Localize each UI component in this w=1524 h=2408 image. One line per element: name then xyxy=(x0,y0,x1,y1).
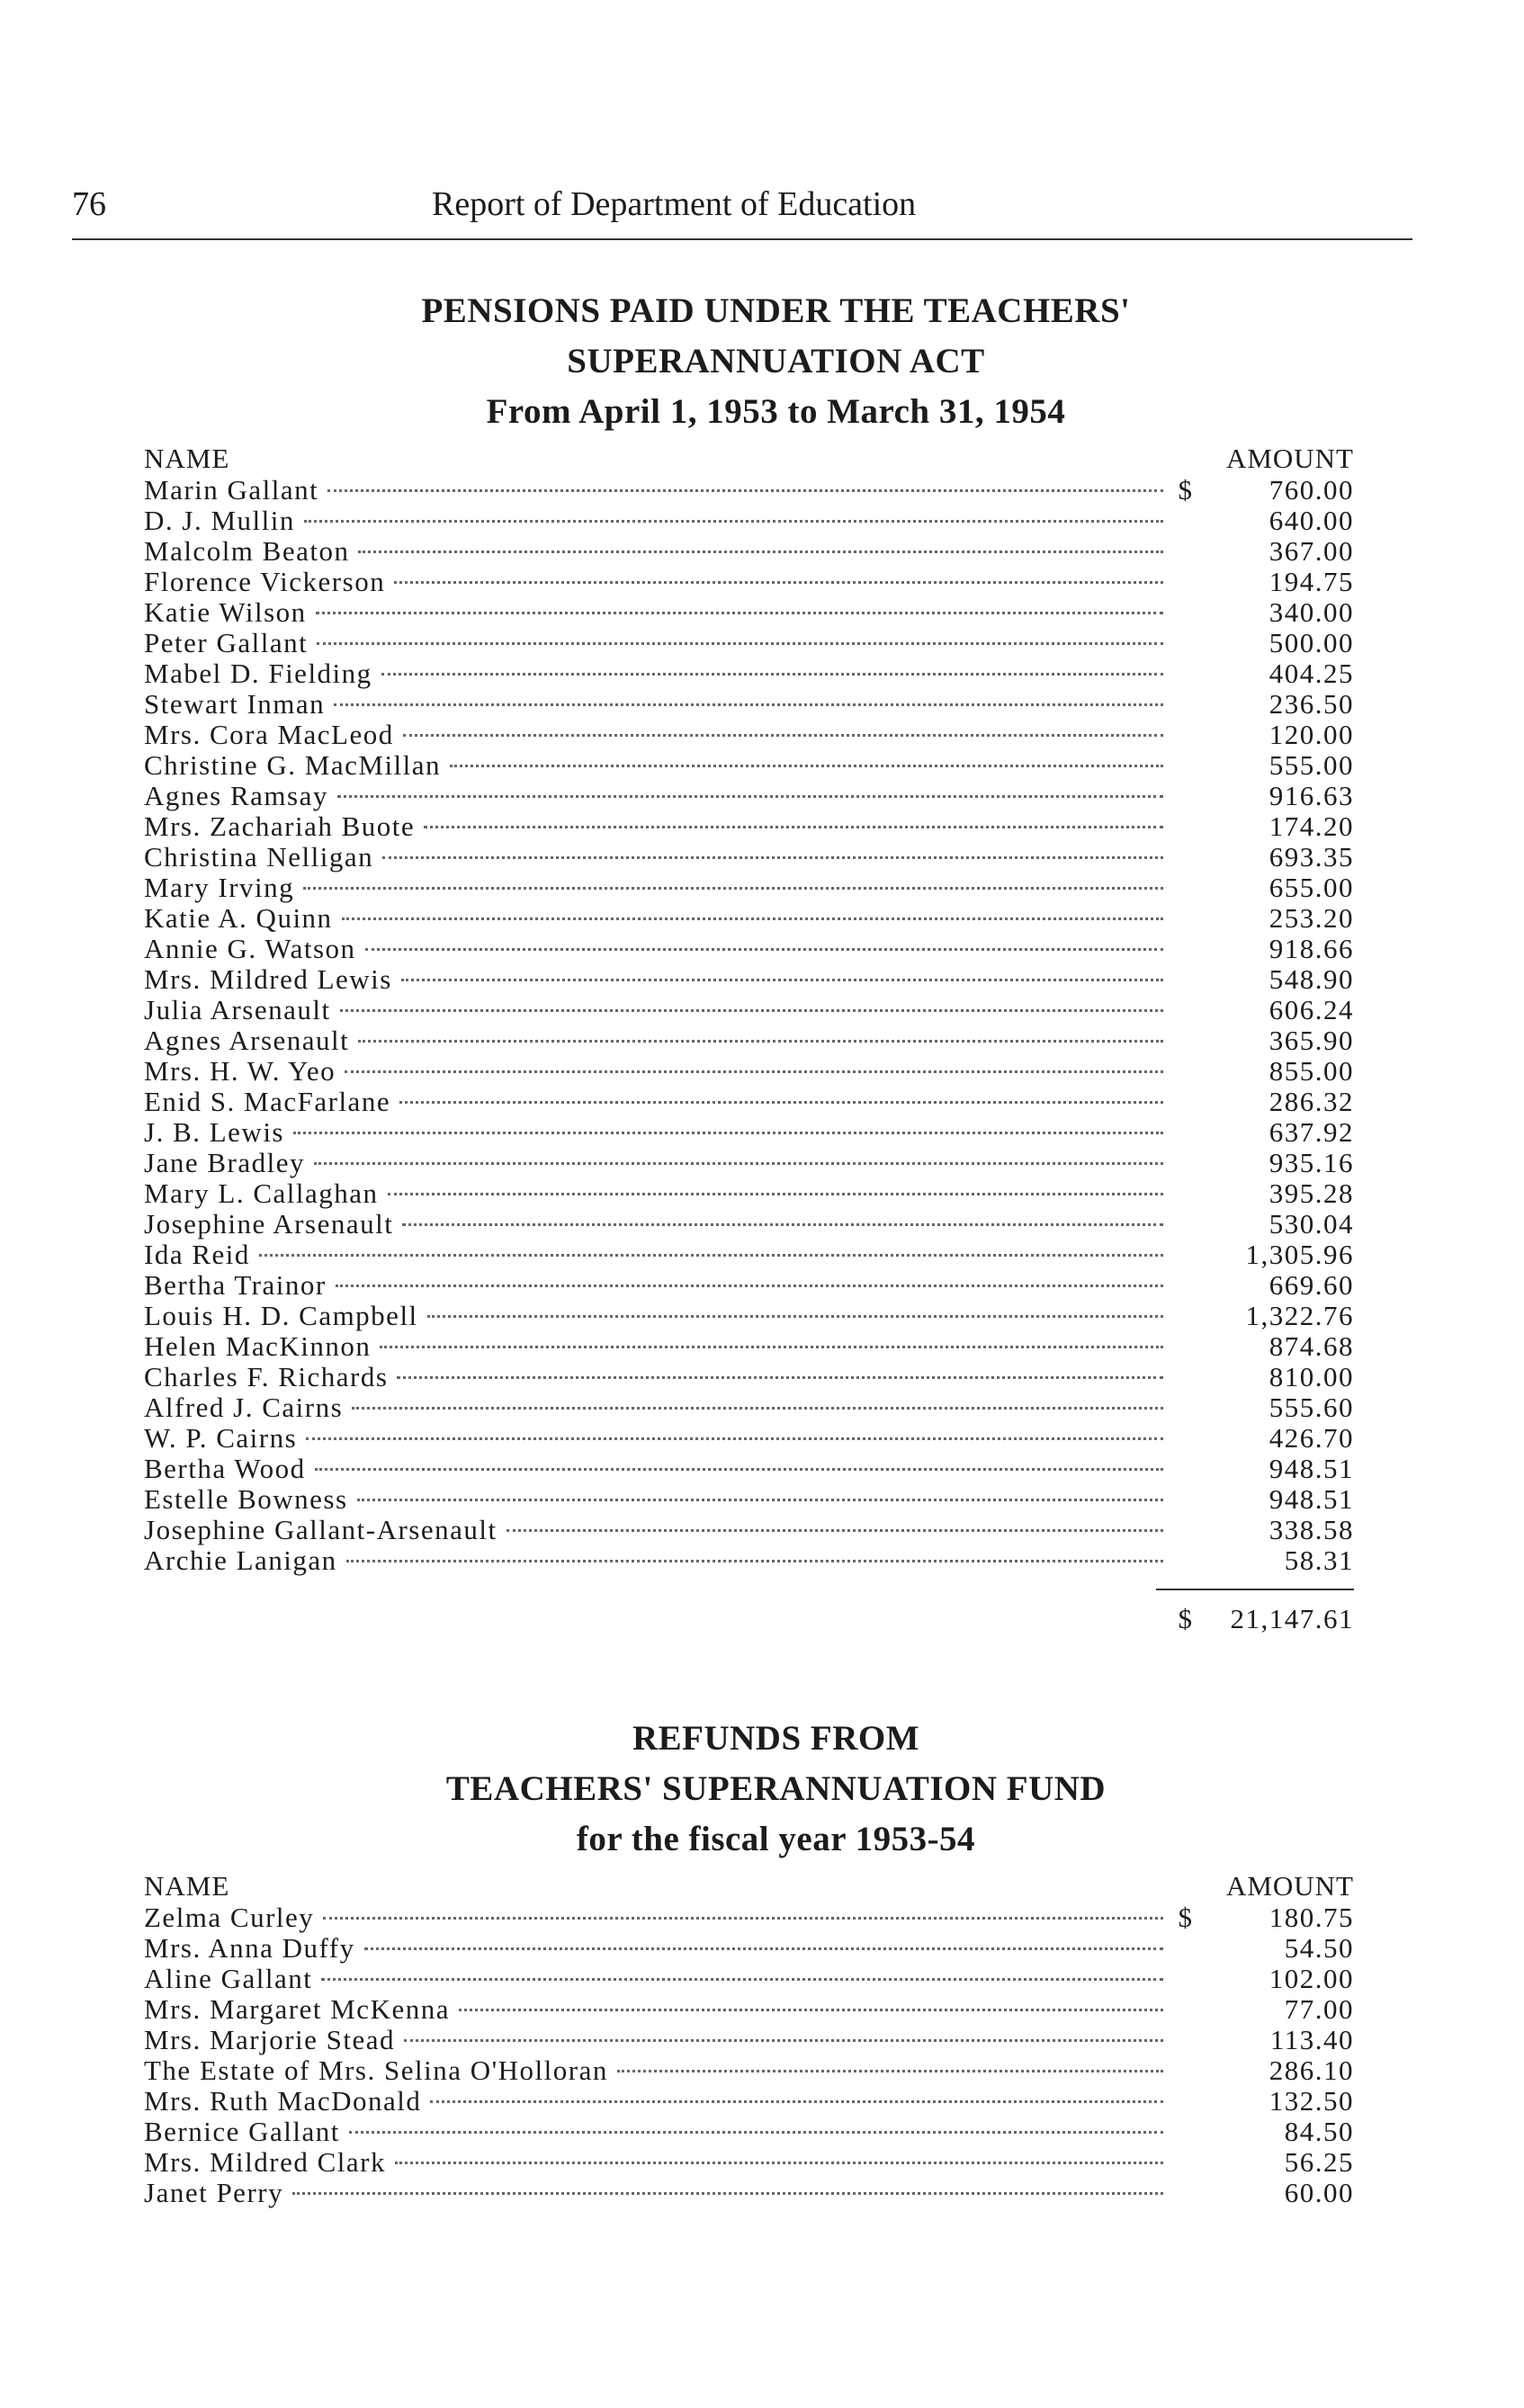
dot-leader xyxy=(382,856,1163,859)
row-amount: 286.32 xyxy=(1269,1086,1354,1117)
row-amount: 693.35 xyxy=(1269,841,1354,873)
row-name: Helen MacKinnon xyxy=(144,1330,372,1362)
dot-leader xyxy=(427,1315,1163,1318)
dot-leader xyxy=(259,1254,1163,1257)
table-row xyxy=(144,1484,1354,1515)
dot-leader xyxy=(303,887,1163,890)
table-row xyxy=(144,934,1354,964)
row-amount: 77.00 xyxy=(1284,1993,1354,2025)
row-amount: 640.00 xyxy=(1269,505,1354,536)
dot-leader xyxy=(321,1978,1163,1981)
table-row xyxy=(144,2178,1354,2208)
table-row xyxy=(144,567,1354,597)
row-name: Zelma Curley xyxy=(144,1902,315,1933)
row-currency: $ xyxy=(1178,474,1194,506)
dot-leader xyxy=(316,612,1163,614)
row-name: Aline Gallant xyxy=(144,1963,313,1994)
table-row xyxy=(144,1270,1354,1301)
row-amount: 58.31 xyxy=(1284,1544,1354,1576)
row-amount: 132.50 xyxy=(1269,2085,1354,2117)
total-rule xyxy=(1156,1589,1354,1590)
table-row xyxy=(144,1240,1354,1270)
pensions-title-line2: SUPERANNUATION ACT xyxy=(567,342,985,380)
row-name: Marin Gallant xyxy=(144,474,319,506)
row-name: The Estate of Mrs. Selina O'Holloran xyxy=(144,2054,608,2086)
table-row xyxy=(144,1545,1354,1576)
table-row xyxy=(144,1087,1354,1117)
table-row xyxy=(144,475,1354,506)
row-amount: 948.51 xyxy=(1269,1483,1354,1515)
dot-leader xyxy=(450,765,1163,767)
row-amount: 669.60 xyxy=(1269,1269,1354,1301)
table-row xyxy=(144,750,1354,781)
row-name: Archie Lanigan xyxy=(144,1544,337,1576)
row-name: Christina Nelligan xyxy=(144,841,374,873)
table-row xyxy=(144,1515,1354,1545)
row-name: Alfred J. Cairns xyxy=(144,1392,344,1423)
table-row xyxy=(144,536,1354,567)
running-title: Report of Department of Education xyxy=(432,185,917,223)
dot-leader xyxy=(337,795,1163,798)
table-row xyxy=(144,1392,1354,1423)
pensions-title-line1: PENSIONS PAID UNDER THE TEACHERS' xyxy=(421,291,1131,330)
table-row xyxy=(144,842,1354,873)
row-name: Katie Wilson xyxy=(144,596,307,628)
row-name: Mrs. Anna Duffy xyxy=(144,1932,355,1964)
pensions-col-name: NAME xyxy=(144,443,230,474)
row-amount: 56.25 xyxy=(1284,2146,1354,2178)
row-amount: 60.00 xyxy=(1284,2177,1354,2208)
row-name: Josephine Arsenault xyxy=(144,1208,394,1240)
row-amount: 367.00 xyxy=(1269,535,1354,567)
table-row xyxy=(144,1025,1354,1056)
dot-leader xyxy=(342,918,1163,920)
dot-leader xyxy=(365,948,1163,951)
row-amount: 548.90 xyxy=(1269,963,1354,995)
table-row xyxy=(144,1994,1354,2025)
table-row xyxy=(144,2147,1354,2178)
row-name: Julia Arsenault xyxy=(144,994,331,1025)
dot-leader xyxy=(364,1947,1163,1950)
row-amount: 340.00 xyxy=(1269,596,1354,628)
header-rule xyxy=(72,238,1412,240)
dot-leader xyxy=(395,2162,1163,2164)
row-amount: 338.58 xyxy=(1269,1514,1354,1545)
row-amount: 236.50 xyxy=(1269,688,1354,720)
table-row xyxy=(144,1056,1354,1087)
row-amount: 194.75 xyxy=(1269,566,1354,597)
row-amount: 365.90 xyxy=(1269,1025,1354,1056)
table-row xyxy=(144,506,1354,536)
row-name: Ida Reid xyxy=(144,1239,250,1270)
row-name: Mrs. Cora MacLeod xyxy=(144,719,394,750)
table-row xyxy=(144,1117,1354,1148)
row-name: J. B. Lewis xyxy=(144,1116,284,1148)
table-row xyxy=(144,628,1354,658)
row-name: Josephine Gallant-Arsenault xyxy=(144,1514,498,1545)
dot-leader xyxy=(424,826,1163,828)
row-amount: 555.00 xyxy=(1269,749,1354,781)
row-amount: 174.20 xyxy=(1269,810,1354,842)
dot-leader xyxy=(306,1437,1163,1440)
row-name: Mrs. Mildred Clark xyxy=(144,2146,386,2178)
row-name: Charles F. Richards xyxy=(144,1361,389,1392)
dot-leader xyxy=(459,2009,1163,2011)
table-row xyxy=(144,1362,1354,1392)
row-amount: 760.00 xyxy=(1269,474,1354,506)
dot-leader xyxy=(314,1162,1163,1165)
dot-leader xyxy=(349,2131,1163,2134)
table-row xyxy=(144,781,1354,811)
row-name: Mrs. H. W. Yeo xyxy=(144,1055,336,1087)
dot-leader xyxy=(304,520,1163,523)
row-name: Katie A. Quinn xyxy=(144,902,333,934)
row-name: W. P. Cairns xyxy=(144,1422,298,1454)
dot-leader xyxy=(334,703,1163,706)
row-name: Malcolm Beaton xyxy=(144,535,350,567)
table-row xyxy=(144,689,1354,720)
dot-leader xyxy=(357,1499,1163,1501)
row-name: Jane Bradley xyxy=(144,1147,305,1178)
pensions-column-headers xyxy=(144,443,1354,475)
dot-leader xyxy=(358,1040,1163,1043)
row-amount: 1,322.76 xyxy=(1245,1300,1354,1331)
row-amount: 918.66 xyxy=(1269,933,1354,964)
row-name: Mary Irving xyxy=(144,872,295,903)
row-name: Peter Gallant xyxy=(144,627,309,658)
row-name: Mrs. Ruth MacDonald xyxy=(144,2085,422,2117)
dot-leader xyxy=(402,1223,1163,1226)
table-row xyxy=(144,1933,1354,1964)
dot-leader xyxy=(388,1193,1163,1195)
dot-leader xyxy=(397,1376,1163,1379)
dot-leader xyxy=(380,1346,1163,1348)
dot-leader xyxy=(617,2070,1163,2072)
table-row xyxy=(144,1331,1354,1362)
table-row xyxy=(144,2086,1354,2117)
dot-leader xyxy=(399,1101,1163,1104)
row-name: D. J. Mullin xyxy=(144,505,295,536)
row-amount: 286.10 xyxy=(1269,2054,1354,2086)
row-amount: 54.50 xyxy=(1284,1932,1354,1964)
table-row xyxy=(144,597,1354,628)
row-name: Bertha Wood xyxy=(144,1453,306,1484)
dot-leader xyxy=(327,489,1163,492)
pensions-total: 21,147.61 xyxy=(1230,1603,1354,1634)
row-name: Florence Vickerson xyxy=(144,566,386,597)
row-name: Mabel D. Fielding xyxy=(144,658,372,689)
row-name: Christine G. MacMillan xyxy=(144,749,442,781)
dot-leader xyxy=(381,673,1163,676)
dot-leader xyxy=(345,1070,1163,1073)
table-row xyxy=(144,964,1354,995)
row-amount: 530.04 xyxy=(1269,1208,1354,1240)
table-row xyxy=(144,1148,1354,1178)
pensions-col-amount: AMOUNT xyxy=(1225,443,1354,474)
dot-leader xyxy=(317,642,1163,645)
row-amount: 935.16 xyxy=(1269,1147,1354,1178)
row-amount: 606.24 xyxy=(1269,994,1354,1025)
row-amount: 948.51 xyxy=(1269,1453,1354,1484)
dot-leader xyxy=(394,581,1163,584)
table-row xyxy=(144,903,1354,934)
pensions-total-row xyxy=(144,1603,1354,1635)
page-number: 76 xyxy=(72,185,106,223)
row-name: Louis H. D. Campbell xyxy=(144,1300,418,1331)
dot-leader xyxy=(323,1917,1163,1920)
row-amount: 655.00 xyxy=(1269,872,1354,903)
row-amount: 500.00 xyxy=(1269,627,1354,658)
row-name: Enid S. MacFarlane xyxy=(144,1086,391,1117)
refunds-title-line1: REFUNDS FROM xyxy=(632,1719,920,1758)
table-row xyxy=(144,1454,1354,1484)
row-amount: 810.00 xyxy=(1269,1361,1354,1392)
pensions-section xyxy=(144,286,1354,1635)
dot-leader xyxy=(346,1560,1163,1562)
row-amount: 180.75 xyxy=(1269,1902,1354,1933)
row-currency: $ xyxy=(1178,1902,1194,1933)
table-row xyxy=(144,1902,1354,1933)
row-name: Mrs. Margaret McKenna xyxy=(144,1993,450,2025)
table-row xyxy=(144,811,1354,842)
page-header xyxy=(72,184,1412,235)
dot-leader xyxy=(340,1009,1163,1012)
dot-leader xyxy=(292,2192,1163,2195)
row-name: Agnes Arsenault xyxy=(144,1025,350,1056)
dot-leader xyxy=(403,734,1163,737)
dot-leader xyxy=(358,551,1163,553)
row-amount: 426.70 xyxy=(1269,1422,1354,1454)
row-name: Mrs. Marjorie Stead xyxy=(144,2024,396,2055)
row-amount: 874.68 xyxy=(1269,1330,1354,1362)
dot-leader xyxy=(315,1468,1163,1471)
table-row xyxy=(144,2025,1354,2055)
table-row xyxy=(144,1964,1354,1994)
row-name: Janet Perry xyxy=(144,2177,284,2208)
table-row xyxy=(144,1301,1354,1331)
row-amount: 555.60 xyxy=(1269,1392,1354,1423)
row-amount: 916.63 xyxy=(1269,780,1354,811)
row-amount: 84.50 xyxy=(1284,2116,1354,2147)
row-name: Bertha Trainor xyxy=(144,1269,327,1301)
table-row xyxy=(144,995,1354,1025)
dot-leader xyxy=(430,2100,1163,2103)
dot-leader xyxy=(352,1407,1163,1410)
refunds-section xyxy=(144,1714,1354,2208)
row-amount: 637.92 xyxy=(1269,1116,1354,1148)
row-name: Annie G. Watson xyxy=(144,933,356,964)
dot-leader xyxy=(293,1132,1163,1134)
row-amount: 1,305.96 xyxy=(1245,1239,1354,1270)
table-row xyxy=(144,2055,1354,2086)
row-name: Mrs. Zachariah Buote xyxy=(144,810,416,842)
row-name: Agnes Ramsay xyxy=(144,780,328,811)
row-amount: 120.00 xyxy=(1269,719,1354,750)
dot-leader xyxy=(404,2039,1163,2042)
row-name: Estelle Bowness xyxy=(144,1483,348,1515)
row-name: Mrs. Mildred Lewis xyxy=(144,963,392,995)
refunds-column-headers xyxy=(144,1870,1354,1902)
total-currency: $ xyxy=(1178,1603,1194,1634)
table-row xyxy=(144,1423,1354,1454)
table-row xyxy=(144,1209,1354,1240)
table-row xyxy=(144,720,1354,750)
table-row xyxy=(144,658,1354,689)
table-row xyxy=(144,1178,1354,1209)
row-amount: 855.00 xyxy=(1269,1055,1354,1087)
pensions-table xyxy=(144,475,1354,1576)
row-name: Bernice Gallant xyxy=(144,2116,340,2147)
refunds-title-line3: for the fiscal year 1953-54 xyxy=(576,1820,976,1858)
row-name: Stewart Inman xyxy=(144,688,326,720)
refunds-col-amount: AMOUNT xyxy=(1225,1870,1354,1902)
table-row xyxy=(144,873,1354,903)
row-amount: 404.25 xyxy=(1269,658,1354,689)
refunds-table xyxy=(144,1902,1354,2208)
table-row xyxy=(144,2117,1354,2147)
row-name: Mary L. Callaghan xyxy=(144,1177,379,1209)
row-amount: 102.00 xyxy=(1269,1963,1354,1994)
row-amount: 253.20 xyxy=(1269,902,1354,934)
dot-leader xyxy=(507,1529,1163,1532)
row-amount: 395.28 xyxy=(1269,1177,1354,1209)
dot-leader xyxy=(401,979,1163,981)
refunds-title-line2: TEACHERS' SUPERANNUATION FUND xyxy=(445,1769,1107,1808)
row-amount: 113.40 xyxy=(1269,2024,1354,2055)
dot-leader xyxy=(336,1285,1163,1287)
pensions-title-line3: From April 1, 1953 to March 31, 1954 xyxy=(486,392,1066,431)
refunds-col-name: NAME xyxy=(144,1870,230,1902)
